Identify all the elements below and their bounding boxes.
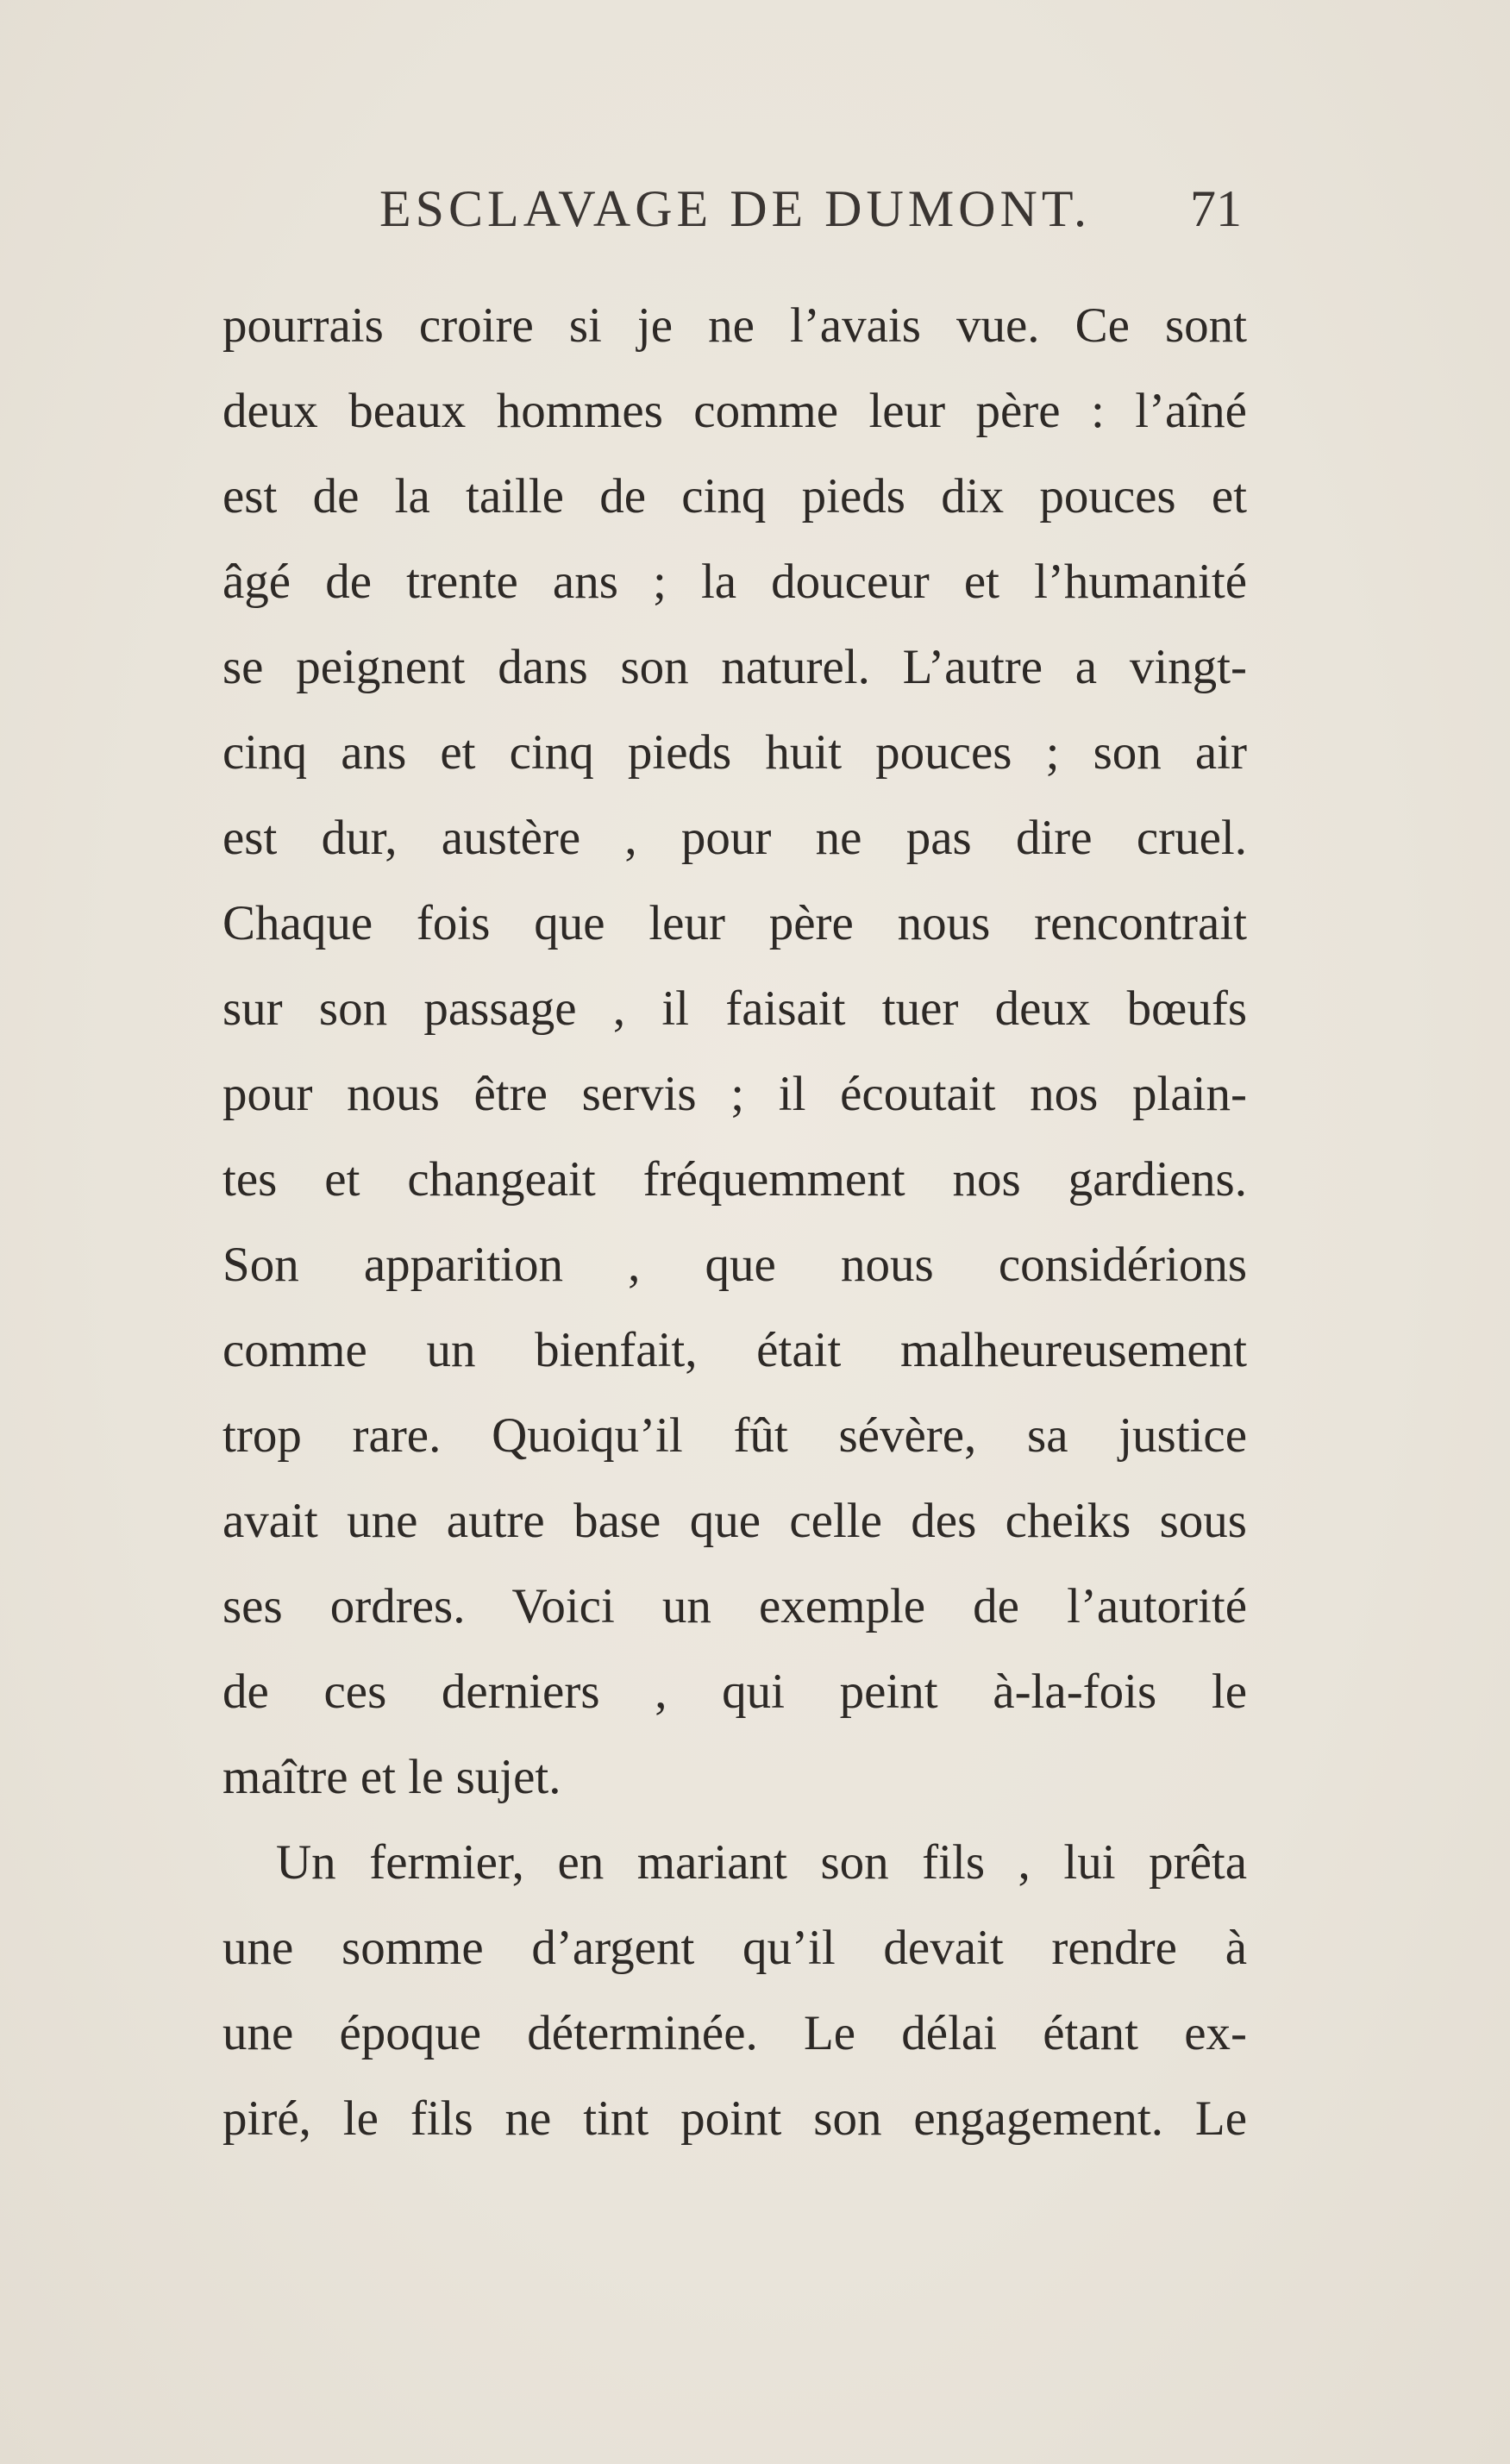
text-line: tes et changeait fréquemment nos gardiens. bbox=[222, 1152, 1247, 1207]
text-line: trop rare. Quoiqu’il fût sévère, sa justice bbox=[222, 1408, 1247, 1463]
text-line: avait une autre base que celle des cheiks sous bbox=[222, 1494, 1247, 1548]
page-header bbox=[0, 179, 1510, 240]
text-line: une époque déterminée. Le délai étant ex- bbox=[222, 2006, 1247, 2060]
paragraph-2 bbox=[222, 1820, 1247, 2161]
text-line: cinq ans et cinq pieds huit pouces ; son air bbox=[222, 725, 1247, 780]
text-line: de ces derniers , qui peint à-la-fois le bbox=[222, 1665, 1247, 1719]
page-number: 71 bbox=[1190, 180, 1242, 237]
body-text bbox=[222, 283, 1247, 2161]
text-line: ses ordres. Voici un exemple de l’autorité bbox=[222, 1579, 1247, 1633]
text-line: est dur, austère , pour ne pas dire cruel. bbox=[222, 811, 1247, 865]
text-line: piré, le fils ne tint point son engagement. Le bbox=[222, 2091, 1247, 2146]
text-line: Un fermier, en mariant son fils , lui prêta bbox=[276, 1835, 1247, 1890]
running-title: ESCLAVAGE DE DUMONT. bbox=[379, 180, 1092, 237]
text-line: sur son passage , il faisait tuer deux bœufs bbox=[222, 981, 1247, 1036]
text-line: pour nous être servis ; il écoutait nos plain- bbox=[222, 1067, 1247, 1121]
text-line: une somme d’argent qu’il devait rendre à bbox=[222, 1921, 1247, 1975]
text-line: comme un bienfait, était malheureusement bbox=[222, 1323, 1247, 1377]
text-line: se peignent dans son naturel. L’autre a vingt- bbox=[222, 640, 1247, 694]
text-line: Son apparition , que nous considérions bbox=[222, 1238, 1247, 1292]
text-line: Chaque fois que leur père nous rencontrait bbox=[222, 896, 1247, 950]
text-line: deux beaux hommes comme leur père : l’aîné bbox=[222, 384, 1247, 438]
text-line: pourrais croire si je ne l’avais vue. Ce sont bbox=[222, 298, 1247, 353]
text-line: maître et le sujet. bbox=[222, 1750, 561, 1804]
text-line: âgé de trente ans ; la douceur et l’humanité bbox=[222, 555, 1247, 609]
paragraph-1 bbox=[222, 283, 1247, 1820]
text-line: est de la taille de cinq pieds dix pouces et bbox=[222, 469, 1247, 524]
